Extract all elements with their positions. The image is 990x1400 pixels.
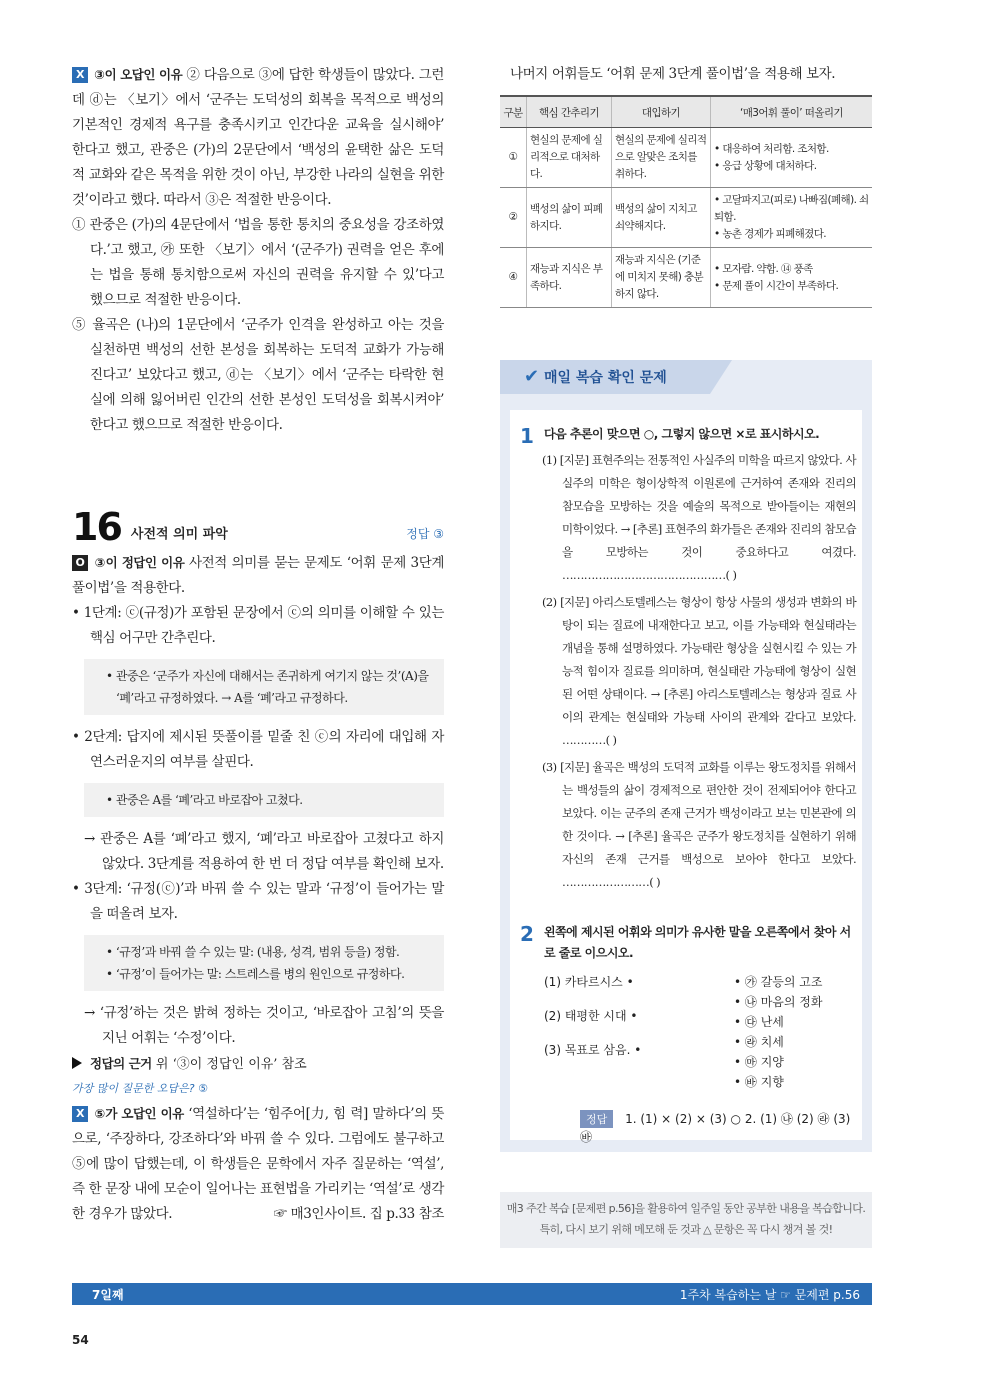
review-answer (580, 1110, 862, 1145)
table-cell: 재능과 지식은 (기준에 미치지 못해) 충분하지 않다. (612, 248, 711, 308)
question-answer: 정답 ③ (406, 527, 444, 541)
question-title: 사전적 의미 파악 (130, 527, 228, 542)
table-header: 핵심 간추리기 (527, 96, 612, 128)
wrong3-label: ③이 오답인 이유 (94, 67, 183, 82)
check-icon: ✔ (524, 366, 540, 387)
vocabulary-table (500, 95, 872, 308)
table-row (500, 128, 872, 188)
matching-right-item: • ㉳ 지향 (734, 1075, 784, 1089)
review-question-number: 1 (520, 424, 534, 448)
correct-text: 사전적 의미를 묻는 문제도 ‘어휘 문제 3단계 풀이법’을 적용한다. (72, 555, 444, 596)
review-inner (510, 410, 862, 1144)
wrong5-text: ‘역설하다’는 ‘힘주어[力, 힘 력] 말하다’의 뜻으로, ‘주장하다, 강조하다’와 바꿔 쓸 수 있다. 그럼에도 불구하고 ⑤에 많이 답했는데, 이 학생들은 문학에서 자주 질문하는 ‘역설’, 즉 한 문장 내에 모순이 일어나는 표현법을 가리키는 ‘역설’로 생각한 경우가 많았다. (72, 1106, 444, 1222)
question-number: 16 (72, 505, 121, 549)
wrong5-label: ⑤가 오답인 이유 (94, 1106, 184, 1121)
matching-area (544, 972, 856, 1092)
triangle-icon (72, 1057, 82, 1069)
note-line-2: 특히, 다시 보기 위해 메모해 둔 것과 △ 문항은 꼭 다시 챙겨 볼 것! (539, 1223, 833, 1236)
table-cell: • 모자람. 약함. ⑭ 풍족 • 문제 풀이 시간이 부족하다. (711, 248, 873, 308)
handwritten-note: 가장 많이 질문한 오답은? ⑤ (72, 1082, 208, 1095)
example-box-3 (84, 935, 444, 991)
review-question-1 (520, 424, 856, 894)
page-number: 54 (72, 1333, 89, 1347)
x-tag: X (72, 1106, 88, 1122)
table-cell: ④ (500, 248, 527, 308)
review-title (524, 366, 667, 387)
arrow-note-1: → 관중은 A를 ‘폐’라고 했지, ‘폐’라고 바로잡아 고쳤다고 하지 않았다. 3단계를 적용하여 한 번 더 정답 여부를 확인해 보자. (84, 831, 444, 872)
daily-review-box (500, 360, 872, 1152)
footer-reference: 1주차 복습하는 날 ☞ 문제편 p.56 (679, 1288, 860, 1302)
o-tag: O (72, 555, 88, 571)
matching-left-item: (1) 카타르시스 • (544, 975, 634, 989)
table-row (500, 248, 872, 308)
matching-right-item: • ㉱ 치세 (734, 1035, 784, 1049)
matching-right-item: • ㉰ 난세 (734, 1015, 784, 1029)
wrong5-paragraph (72, 1101, 444, 1227)
review-question-text: 다음 추론이 맞으면 ○, 그렇지 않으면 ×로 표시하시오. (544, 427, 820, 441)
example-box-2 (84, 783, 444, 817)
table-header: 대입하기 (612, 96, 711, 128)
table-cell: • 고달파지고(피로) 나빠짐(폐해). 쇠퇴함. • 농촌 경제가 피폐해졌다. (711, 188, 873, 248)
table-cell: 현실의 문제에 실리적으로 알맞은 조치를 취하다. (612, 128, 711, 188)
review-question-text: 왼쪽에 제시된 어휘와 의미가 유사한 말을 오른쪽에서 찾아 서로 줄로 이으시오. (544, 925, 851, 960)
review-question-number: 2 (520, 922, 534, 946)
matching-right (734, 972, 822, 1092)
wrong3-item-5: ⑤ 율곡은 (나)의 1문단에서 ‘군주가 인격을 완성하고 아는 것을 실천하면 백성의 선한 본성을 회복하는 도덕적 교화가 가능해진다고’ 보았다고 했고, ⓓ는 〈보기〉에서 ‘군주는 타락한 현실에 의해 잃어버린 인간의 선한 본성인 도덕성을 회복시켜야’ 한다고 했으므로 적절한 반응이다. (72, 317, 444, 433)
example-box-1 (84, 659, 444, 715)
weekly-review-note (500, 1192, 872, 1248)
table-header: 구분 (500, 96, 527, 128)
answer-tag: 정답 (580, 1110, 613, 1128)
matching-right-item: • ㉯ 마음의 정화 (734, 995, 823, 1009)
correct-label: ③이 정답인 이유 (94, 555, 185, 570)
table-cell: 재능과 지식은 부족하다. (527, 248, 612, 308)
table-cell: ② (500, 188, 527, 248)
basis-text: 위 ‘③이 정답인 이유’ 참조 (155, 1057, 307, 1072)
matching-left (544, 972, 734, 1092)
review-title-text: 매일 복습 확인 문제 (543, 370, 667, 386)
correct-paragraph (72, 550, 444, 601)
review-item: (2) [지문] 아리스토텔레스는 형상이 항상 사물의 생성과 변화의 바탕이 되는 질료에 내재한다고 보고, 이를 가능태와 현실태라는 개념을 통해 설명하였다. 가능태란 형상을 실현시킬 수 있는 가능적 힘이자 질료를 의미하며, 현실태란 가능태에 형상이 실현된 어떤 상태이다. → [추론] 아리스토텔레스는 형상과 질료 사이의 관계는 현실태와 가능태 사이의 관계와 같다고 보았다. …………( ) (542, 595, 856, 747)
x-tag: X (72, 67, 88, 83)
step-3: • 3단계: ‘규정(ⓒ)’과 바꿔 쓸 수 있는 말과 ‘규정’이 들어가는 말을 떠올려 보자. (72, 881, 444, 922)
table-cell: 백성의 삶이 지치고 쇠약해지다. (612, 188, 711, 248)
wrong3-text: ② 다음으로 ③에 답한 학생들이 많았다. 그런데 ⓓ는 〈보기〉에서 ‘군주는 도덕성의 회복을 목적으로 백성의 기본적인 경제적 욕구를 충족시키고 인간다운 교육을 실시해야’ 한다고 했고, 관중은 (가)의 2문단에서 ‘백성의 윤택한 삶은 도덕적 교화와 같은 목적을 위한 것이 아닌, 부강한 나라의 실현을 위한 것’이라고 했다. 따라서 ③은 적절한 반응이다. (72, 67, 444, 208)
arrow-note-2: → ‘규정’하는 것은 밝혀 정하는 것이고, ‘바로잡아 고침’의 뜻을 지닌 어휘는 ‘수정’이다. (84, 1005, 444, 1046)
wrong3-item-1: ① 관중은 (가)의 4문단에서 ‘법을 통한 통치의 중요성을 강조하였다.’고 했고, ㉮ 또한 〈보기〉에서 ‘(군주가) 권력을 얻은 후에는 법을 통해 통치함으로써 자신의 권력을 유지할 수 있’다고 했으므로 적절한 반응이다. (72, 217, 444, 308)
footer-day: 7일째 (92, 1288, 124, 1302)
question-16-header (72, 505, 444, 549)
review-item: (3) [지문] 율곡은 백성의 도덕적 교화를 이루는 왕도정치를 위해서는 백성들의 삶이 경제적으로 편안한 것이 전제되어야 한다고 보았다. 이는 군주의 존재 근거가 백성이라고 보는 민본관에 의한 것이다. → [추론] 율곡은 군주가 왕도정치를 실현하기 위해 자신의 존재 근거를 백성으로 보아야 한다고 보았다. ……………………( ) (542, 760, 856, 889)
table-header: ‘매3어휘 풀이’ 떠올리기 (711, 96, 873, 128)
matching-left-item: (2) 태평한 시대 • (544, 1009, 638, 1023)
reference-note: ☞ 매3인사이트. 집 p.33 참조 (273, 1206, 444, 1222)
table-header-row (500, 96, 872, 128)
left-column (72, 62, 444, 1227)
example-1: • 관중은 ‘군주가 자신에 대해서는 존귀하게 여기지 않는 것’(A)을 ‘폐’라고 규정하였다. → A를 ‘폐’라고 규정하다. (106, 669, 429, 705)
table-row (500, 188, 872, 248)
table-cell: ① (500, 128, 527, 188)
matching-right-item: • ㉲ 지양 (734, 1055, 784, 1069)
answer-basis (72, 1051, 444, 1077)
review-item: (1) [지문] 표현주의는 전통적인 사실주의 미학을 따르지 않았다. 사실주의 미학은 형이상학적 이원론에 근거하여 존재와 진리의 참모습을 모방하는 것을 예술의 목적으로 받아들이는 재현의 미학이었다. → [추론] 표현주의 화가들은 존재와 진리의 참모습을 모방하는 것이 중요하다고 여겼다. ………………………………………( ) (542, 453, 856, 582)
right-column (500, 62, 872, 308)
review-question-2 (520, 922, 856, 1092)
table-cell: 현실의 문제에 실리적으로 대처하다. (527, 128, 612, 188)
wrong3-paragraph (72, 62, 444, 213)
matching-left-item: (3) 목표로 삼음. • (544, 1043, 642, 1057)
footer-bar (72, 1283, 872, 1305)
table-intro: 나머지 어휘들도 ‘어휘 문제 3단계 풀이법’을 적용해 보자. (510, 66, 836, 82)
basis-label: 정답의 근거 (90, 1056, 152, 1071)
matching-right-item: • ㉮ 갈등의 고조 (734, 975, 823, 989)
table-cell: 백성의 삶이 피폐하지다. (527, 188, 612, 248)
example-3a: • ‘규정’과 바꿔 쓸 수 있는 말: (내용, 성격, 범위 등을) 정함. (106, 945, 400, 959)
example-2: • 관중은 A를 ‘폐’라고 바로잡아 고쳤다. (106, 793, 303, 807)
example-3b: • ‘규정’이 들어가는 말: 스트레스를 병의 원인으로 규정하다. (106, 967, 405, 981)
step-1: • 1단계: ⓒ(규정)가 포함된 문장에서 ⓒ의 의미를 이해할 수 있는 핵심 어구만 간추린다. (72, 605, 444, 646)
step-2: • 2단계: 답지에 제시된 뜻풀이를 밑줄 친 ⓒ의 자리에 대입해 자연스러운지의 여부를 살핀다. (72, 729, 444, 770)
answer-text: 1. (1) × (2) × (3) ○ 2. (1) ㉯ (2) ㉱ (3) ㉳ (580, 1112, 851, 1144)
note-line-1: 매3 주간 복습 [문제편 p.56]을 활용하여 일주일 동안 공부한 내용을 복습합니다. (506, 1202, 866, 1215)
table-cell: • 대응하여 처리함. 조처함. • 응급 상황에 대처하다. (711, 128, 873, 188)
